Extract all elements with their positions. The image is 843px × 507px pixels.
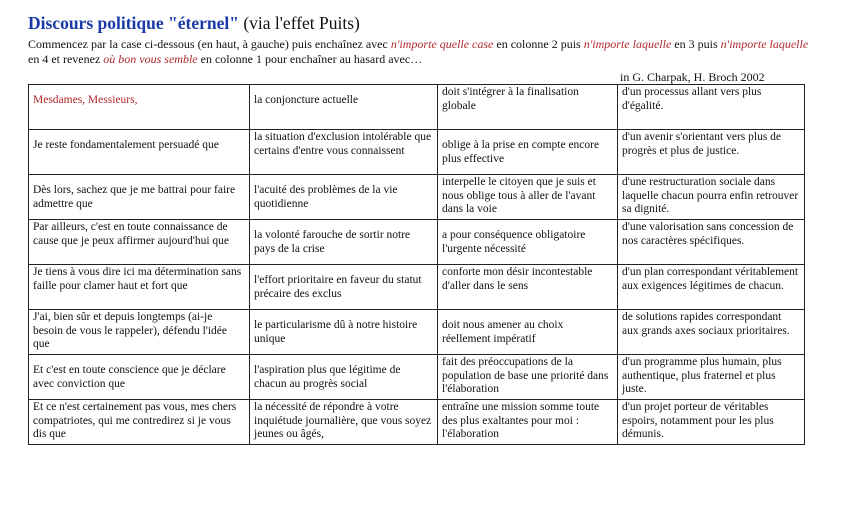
table-cell: doit nous amener au choix réellement impératif [438, 310, 618, 355]
title-sub: (via l'effet Puits) [243, 13, 360, 33]
table-row [29, 130, 805, 175]
table-cell: d'un processus allant vers plus d'égalité. [618, 85, 805, 130]
table-cell: Je reste fondamentalement persuadé que [29, 130, 250, 175]
table-cell: Et ce n'est certainement pas vous, mes chers compatriotes, qui me contredirez si je vous dis que [29, 400, 250, 445]
intro-emphasis: n'importe laquelle [583, 37, 672, 51]
intro-emphasis: où bon vous semble [103, 51, 198, 66]
intro-text: en colonne 1 pour enchaîner au hasard avec… [197, 51, 423, 66]
table-cell: conforte mon désir incontestable d'aller dans le sens [438, 265, 618, 310]
table-cell: Je tiens à vous dire ici ma détermination sans faille pour clamer haut et fort que [29, 265, 250, 310]
intro-text: en 3 puis [671, 37, 721, 51]
table-cell: Mesdames, Messieurs, [29, 85, 250, 130]
table-row [29, 175, 805, 220]
intro-emphasis: n'importe laquelle [720, 37, 809, 51]
table-cell: de solutions rapides correspondant aux grands axes sociaux prioritaires. [618, 310, 805, 355]
intro-emphasis: n'importe quelle case [390, 37, 494, 51]
table-cell: Dès lors, sachez que je me battrai pour faire admettre que [29, 175, 250, 220]
table-cell: l'acuité des problèmes de la vie quotidienne [250, 175, 438, 220]
table-row [29, 310, 805, 355]
table-cell: d'une valorisation sans concession de nos caractères spécifiques. [618, 220, 805, 265]
table-cell: entraîne une mission somme toute des plus exaltantes pour moi : l'élaboration [438, 400, 618, 445]
table-cell: l'effort prioritaire en faveur du statut précaire des exclus [250, 265, 438, 310]
document-title [28, 13, 360, 34]
source-credit: in G. Charpak, H. Broch 2002 [620, 70, 765, 84]
table-cell: interpelle le citoyen que je suis et nous oblige tous à aller de l'avant dans la voie [438, 175, 618, 220]
table-cell: la situation d'exclusion intolérable que certains d'entre vous connaissent [250, 130, 438, 175]
table-cell: d'un programme plus humain, plus authentique, plus fraternel et plus juste. [618, 355, 805, 400]
table-cell: Et c'est en toute conscience que je déclare avec conviction que [29, 355, 250, 400]
instructions [28, 37, 818, 66]
table-cell: doit s'intégrer à la finalisation globale [438, 85, 618, 130]
table-cell: d'une restructuration sociale dans laquelle chacun pourra enfin retrouver sa dignité. [618, 175, 805, 220]
intro-text: Commencez par la case ci-dessous (en haut, à gauche) puis enchaînez avec [28, 37, 391, 51]
table-cell: Par ailleurs, c'est en toute connaissance de cause que je peux affirmer aujourd'hui que [29, 220, 250, 265]
table-cell: d'un plan correspondant véritablement aux exigences légitimes de chacun. [618, 265, 805, 310]
table-cell: J'ai, bien sûr et depuis longtemps (ai-je besoin de vous le rappeler), défendu l'idée que [29, 310, 250, 355]
table-cell: d'un projet porteur de véritables espoirs, notamment pour les plus démunis. [618, 400, 805, 445]
table-cell: a pour conséquence obligatoire l'urgente nécessité [438, 220, 618, 265]
table-cell: le particularisme dû à notre histoire unique [250, 310, 438, 355]
title-main: Discours politique "éternel" [28, 13, 239, 33]
phrase-table [28, 84, 805, 445]
table-cell: d'un avenir s'orientant vers plus de progrès et plus de justice. [618, 130, 805, 175]
table-cell: la nécessité de répondre à votre inquiétude journalière, que vous soyez jeunes ou âgés, [250, 400, 438, 445]
table-row [29, 220, 805, 265]
table-cell: fait des préoccupations de la population de base une priorité dans l'élaboration [438, 355, 618, 400]
table-row [29, 265, 805, 310]
table-cell: l'aspiration plus que légitime de chacun au progrès social [250, 355, 438, 400]
table-cell: la volonté farouche de sortir notre pays de la crise [250, 220, 438, 265]
table-row [29, 355, 805, 400]
phrase-table-body [29, 85, 805, 445]
table-cell: la conjoncture actuelle [250, 85, 438, 130]
table-cell: oblige à la prise en compte encore plus effective [438, 130, 618, 175]
table-row [29, 85, 805, 130]
intro-text: en 4 et revenez [28, 51, 104, 66]
intro-text: en colonne 2 puis [493, 37, 584, 51]
table-row [29, 400, 805, 445]
